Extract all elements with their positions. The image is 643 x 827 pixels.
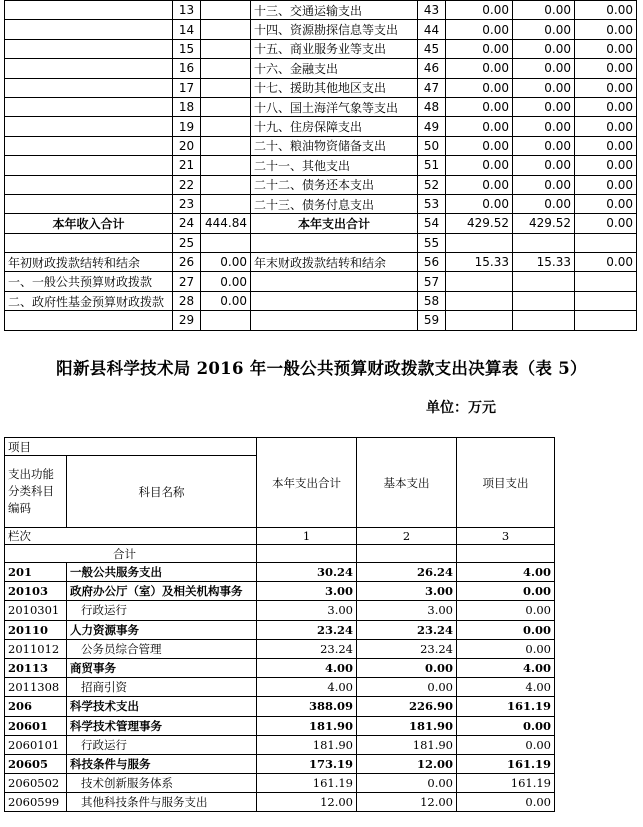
cell-c: 0.00 [201,272,251,291]
cell-h: 0.00 [575,1,637,20]
cell-code: 20605 [5,754,67,773]
header-project: 项目 [5,438,257,456]
cell-g: 0.00 [513,97,575,116]
cell-a [5,194,173,213]
cell-b: 15 [173,39,201,58]
table-row [5,214,637,233]
table-row [5,59,637,78]
cell-d: 本年支出合计 [251,214,418,233]
cell-a [5,78,173,97]
cell-h: 0.00 [575,97,637,116]
cell-e: 58 [418,291,446,310]
cell-v3: 4.00 [457,678,555,697]
cell-v3: 0.00 [457,639,555,658]
table-row [5,735,555,754]
table-row [5,175,637,194]
cell-name: 人力资源事务 [67,620,257,639]
cell-v2: 181.90 [357,735,457,754]
cell-a [5,311,173,330]
cell-v1: 4.00 [257,658,357,677]
cell-a [5,59,173,78]
table-row [5,601,555,620]
cell-c [201,311,251,330]
cell-a [5,1,173,20]
cell-c [201,78,251,97]
cell-b: 14 [173,20,201,39]
cell-g: 0.00 [513,1,575,20]
cell-b: 21 [173,156,201,175]
table-row [5,78,637,97]
cell-f: 0.00 [446,1,513,20]
cell-a [5,233,173,252]
cell-b: 18 [173,97,201,116]
cell-code: 20113 [5,658,67,677]
table-row [5,1,637,20]
cell-d: 二十、粮油物资储备支出 [251,136,418,155]
cell-code: 20601 [5,716,67,735]
cell-g [513,272,575,291]
cell-h: 0.00 [575,117,637,136]
cell-v3: 4.00 [457,658,555,677]
table-row [5,20,637,39]
cell-h: 0.00 [575,59,637,78]
cell-v1: 3.00 [257,582,357,601]
cell-h: 0.00 [575,214,637,233]
cell-f [446,233,513,252]
header-name: 科目名称 [67,456,257,528]
cell-c [201,20,251,39]
table-row [5,136,637,155]
cell-b: 27 [173,272,201,291]
cell-name: 公务员综合管理 [67,639,257,658]
income-expense-table [4,0,637,331]
cell-v3: 0.00 [457,735,555,754]
cell-v1: 181.90 [257,716,357,735]
cell-c [201,175,251,194]
cell-e: 55 [418,233,446,252]
unit-label: 单位：万元 [426,400,496,416]
cell-d [251,272,418,291]
cell-g: 0.00 [513,117,575,136]
cell-e: 45 [418,39,446,58]
cell-v2: 3.00 [357,601,457,620]
header-col2: 基本支出 [357,438,457,528]
cell-v2: 0.00 [357,678,457,697]
cell-d: 十五、商业服务业等支出 [251,39,418,58]
expenditure-table [4,437,555,812]
cell-c [201,1,251,20]
cell-name: 科学技术支出 [67,697,257,716]
cell-d: 二十二、债务还本支出 [251,175,418,194]
cell-b: 24 [173,214,201,233]
cell-v3: 0.00 [457,601,555,620]
cell-d [251,233,418,252]
cell-g [513,291,575,310]
table-row [5,754,555,773]
table-row [5,194,637,213]
cell-v1: 181.90 [257,735,357,754]
cell-h [575,291,637,310]
cell-a [5,175,173,194]
total-label: 合计 [5,545,257,563]
cell-f: 0.00 [446,136,513,155]
cell-d [251,311,418,330]
cell-code: 2010301 [5,601,67,620]
cell-v1: 388.09 [257,697,357,716]
cell-e: 57 [418,272,446,291]
cell-e: 43 [418,1,446,20]
cell-b: 29 [173,311,201,330]
cell-f: 0.00 [446,20,513,39]
cell-e: 49 [418,117,446,136]
cell-code: 2060502 [5,774,67,793]
cell-g: 429.52 [513,214,575,233]
cell-v2: 3.00 [357,582,457,601]
cell-e: 56 [418,253,446,272]
cell-g: 0.00 [513,136,575,155]
cell-a [5,39,173,58]
page-title: 阳新县科学技术局 2016 年一般公共预算财政拨款支出决算表（表 5） [56,359,587,378]
header-col3: 项目支出 [457,438,555,528]
cell-d: 十八、国土海洋气象等支出 [251,97,418,116]
cell-h: 0.00 [575,253,637,272]
cell-v2: 12.00 [357,754,457,773]
cell-v3: 0.00 [457,716,555,735]
cell-c [201,117,251,136]
cell-b: 19 [173,117,201,136]
cell-c [201,194,251,213]
cell-v3: 161.19 [457,774,555,793]
cell-v1: 30.24 [257,563,357,582]
cell-h [575,233,637,252]
cell-v1: 3.00 [257,601,357,620]
table-row [5,678,555,697]
cell-v1: 161.19 [257,774,357,793]
cell-v2: 0.00 [357,658,457,677]
table-row [5,39,637,58]
cell-v3: 0.00 [457,620,555,639]
cell-c [201,136,251,155]
cell-e: 54 [418,214,446,233]
cell-f: 0.00 [446,194,513,213]
cell-g: 0.00 [513,156,575,175]
table-row [5,582,555,601]
cell-c [201,156,251,175]
cell-name: 商贸事务 [67,658,257,677]
cell-b: 20 [173,136,201,155]
cell-v2: 23.24 [357,639,457,658]
cell-h: 0.00 [575,20,637,39]
table-row [5,272,637,291]
cell-v3: 161.19 [457,754,555,773]
cell-v1: 12.00 [257,793,357,812]
cell-c [201,59,251,78]
table-row [5,311,637,330]
cell-d: 十七、援助其他地区支出 [251,78,418,97]
cell-a [5,136,173,155]
cell-h [575,272,637,291]
cell-f: 0.00 [446,59,513,78]
cell-c: 0.00 [201,291,251,310]
table-row [5,793,555,812]
cell-name: 行政运行 [67,601,257,620]
cell-c: 0.00 [201,253,251,272]
cell-v1: 23.24 [257,620,357,639]
table-row [5,291,637,310]
cell-name: 行政运行 [67,735,257,754]
cell-v2: 226.90 [357,697,457,716]
cell-v1: 4.00 [257,678,357,697]
cell-g: 0.00 [513,78,575,97]
header-col1: 本年支出合计 [257,438,357,528]
cell-b: 25 [173,233,201,252]
cell-c [201,233,251,252]
rank-1: 1 [257,528,357,545]
cell-e: 48 [418,97,446,116]
cell-f: 429.52 [446,214,513,233]
cell-name: 其他科技条件与服务支出 [67,793,257,812]
cell-v3: 0.00 [457,793,555,812]
cell-a [5,156,173,175]
cell-name: 一般公共服务支出 [67,563,257,582]
cell-d [251,291,418,310]
cell-v2: 23.24 [357,620,457,639]
cell-d: 十九、住房保障支出 [251,117,418,136]
cell-name: 政府办公厅（室）及相关机构事务 [67,582,257,601]
cell-b: 17 [173,78,201,97]
cell-e: 46 [418,59,446,78]
table-row [5,97,637,116]
rank-3: 3 [457,528,555,545]
cell-a [5,20,173,39]
cell-code: 2060599 [5,793,67,812]
cell-h: 0.00 [575,194,637,213]
cell-c [201,97,251,116]
cell-code: 201 [5,563,67,582]
cell-b: 28 [173,291,201,310]
cell-v2: 0.00 [357,774,457,793]
table-row [5,156,637,175]
cell-b: 26 [173,253,201,272]
cell-b: 22 [173,175,201,194]
cell-code: 20103 [5,582,67,601]
cell-f: 0.00 [446,175,513,194]
cell-c [201,39,251,58]
cell-f: 15.33 [446,253,513,272]
cell-v3: 4.00 [457,563,555,582]
cell-e: 50 [418,136,446,155]
cell-v2: 12.00 [357,793,457,812]
table-row [5,716,555,735]
cell-e: 59 [418,311,446,330]
rank-2: 2 [357,528,457,545]
cell-code: 20110 [5,620,67,639]
cell-f [446,291,513,310]
cell-v1: 23.24 [257,639,357,658]
cell-d: 年末财政拨款结转和结余 [251,253,418,272]
cell-code: 2011012 [5,639,67,658]
cell-v3: 0.00 [457,582,555,601]
table-row [5,697,555,716]
cell-a: 本年收入合计 [5,214,173,233]
cell-f: 0.00 [446,78,513,97]
cell-name: 科学技术管理事务 [67,716,257,735]
cell-v2: 181.90 [357,716,457,735]
table-row [5,117,637,136]
cell-b: 13 [173,1,201,20]
cell-d: 二十三、债务付息支出 [251,194,418,213]
cell-g: 0.00 [513,175,575,194]
cell-name: 技术创新服务体系 [67,774,257,793]
table-row [5,563,555,582]
table-row [5,253,637,272]
cell-g: 15.33 [513,253,575,272]
cell-h [575,311,637,330]
cell-h: 0.00 [575,175,637,194]
cell-a [5,97,173,116]
cell-f: 0.00 [446,97,513,116]
cell-v1: 173.19 [257,754,357,773]
cell-e: 51 [418,156,446,175]
header-code: 支出功能分类科目编码 [5,456,67,528]
cell-v2: 26.24 [357,563,457,582]
cell-b: 23 [173,194,201,213]
cell-f [446,311,513,330]
cell-g: 0.00 [513,20,575,39]
cell-a: 年初财政拨款结转和结余 [5,253,173,272]
cell-d: 十三、交通运输支出 [251,1,418,20]
cell-g: 0.00 [513,59,575,78]
cell-a: 二、政府性基金预算财政拨款 [5,291,173,310]
cell-d: 二十一、其他支出 [251,156,418,175]
cell-f: 0.00 [446,117,513,136]
cell-c: 444.84 [201,214,251,233]
table-row [5,620,555,639]
cell-g: 0.00 [513,194,575,213]
cell-h: 0.00 [575,39,637,58]
cell-code: 2060101 [5,735,67,754]
cell-f: 0.00 [446,39,513,58]
cell-a: 一、一般公共预算财政拨款 [5,272,173,291]
cell-e: 47 [418,78,446,97]
cell-a [5,117,173,136]
cell-h: 0.00 [575,136,637,155]
cell-d: 十六、金融支出 [251,59,418,78]
cell-h: 0.00 [575,78,637,97]
cell-name: 科技条件与服务 [67,754,257,773]
rank-label: 栏次 [5,528,257,545]
cell-g: 0.00 [513,39,575,58]
cell-d: 十四、资源勘探信息等支出 [251,20,418,39]
cell-h: 0.00 [575,156,637,175]
cell-b: 16 [173,59,201,78]
table-row [5,639,555,658]
cell-e: 44 [418,20,446,39]
cell-g [513,311,575,330]
cell-code: 206 [5,697,67,716]
cell-e: 52 [418,175,446,194]
cell-v3: 161.19 [457,697,555,716]
cell-code: 2011308 [5,678,67,697]
table-row [5,658,555,677]
cell-e: 53 [418,194,446,213]
cell-g [513,233,575,252]
cell-f: 0.00 [446,156,513,175]
cell-f [446,272,513,291]
table-row [5,774,555,793]
table-row [5,233,637,252]
cell-name: 招商引资 [67,678,257,697]
